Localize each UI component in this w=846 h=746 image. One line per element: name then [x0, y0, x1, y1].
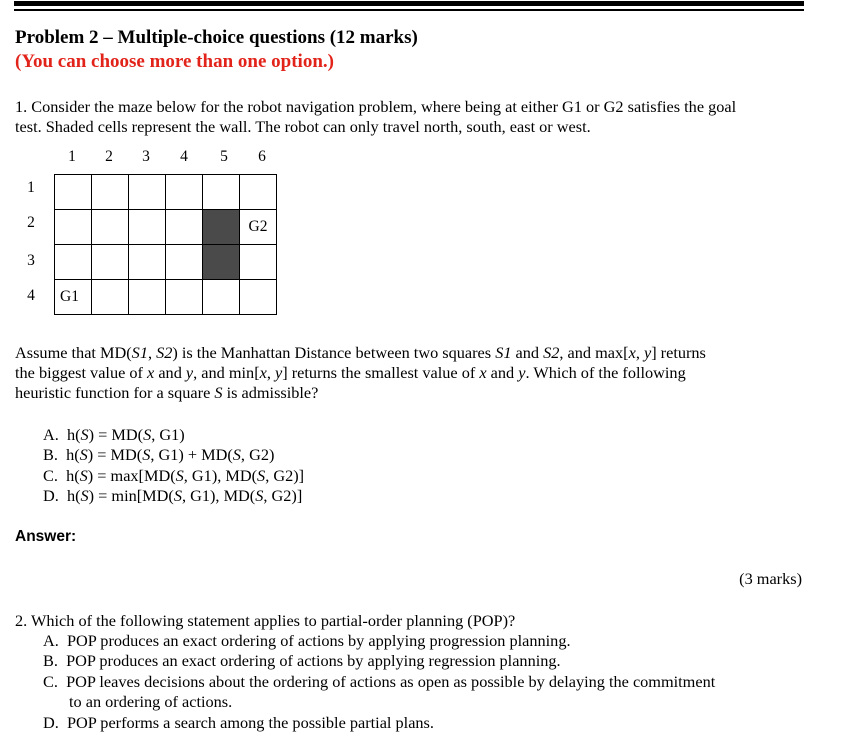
maze-row: [55, 245, 277, 280]
maze-row: [55, 280, 277, 315]
q1-option-b: B. h(S) = MD(S, G1) + MD(S, G2): [43, 445, 275, 464]
q1-para-line1: Assume that MD(S1, S2) is the Manhattan Distance between two squares S1 and S2, and max[x, y] returns: [15, 343, 706, 362]
maze-cell: [166, 280, 203, 315]
maze-cell-g2: G2: [240, 210, 277, 245]
maze-cell: [166, 210, 203, 245]
maze-cell: [129, 175, 166, 210]
q2-option-d: D. POP performs a search among the possible partial plans.: [43, 713, 434, 732]
maze-cell: [240, 175, 277, 210]
maze-cell: [240, 245, 277, 280]
maze-cell-g1: G1: [55, 280, 92, 315]
q1-para-line2: the biggest value of x and y, and min[x, y] returns the smallest value of x and y. Which of the following: [15, 363, 686, 382]
q2-option-a: A. POP produces an exact ordering of actions by applying progression planning.: [43, 631, 571, 650]
maze-cell: [166, 175, 203, 210]
maze-col-label: 6: [258, 148, 266, 165]
q2-option-b: B. POP produces an exact ordering of actions by applying regression planning.: [43, 651, 561, 670]
problem-subtitle: (You can choose more than one option.): [15, 51, 334, 72]
maze-cell: [166, 245, 203, 280]
q1-intro-line1: 1. Consider the maze below for the robot navigation problem, where being at either G1 or G2 satisfies the goal: [15, 97, 737, 116]
maze-wall-cell: [203, 245, 240, 280]
top-rule-thin: [14, 9, 804, 11]
maze-cell: [240, 280, 277, 315]
maze-cell: [129, 280, 166, 315]
maze-col-label: 3: [142, 148, 150, 165]
maze-cell: [129, 245, 166, 280]
maze-col-label: 5: [220, 148, 228, 165]
maze-cell: [55, 245, 92, 280]
q2-option-c: C. POP leaves decisions about the ordering of actions as open as possible by delaying the commitment: [43, 672, 716, 691]
maze-cell: [92, 175, 129, 210]
top-rule-thick: [14, 1, 804, 6]
maze-cell: [92, 245, 129, 280]
maze-cell: [92, 280, 129, 315]
maze-cell: [129, 210, 166, 245]
maze-cell: [55, 175, 92, 210]
maze-row: [55, 210, 277, 245]
problem-title: Problem 2 – Multiple-choice questions (12 marks): [15, 27, 418, 48]
marks-label: (3 marks): [739, 569, 802, 588]
maze-col-label: 2: [105, 148, 113, 165]
q1-option-c: C. h(S) = max[MD(S, G1), MD(S, G2)]: [43, 466, 305, 485]
q1-intro-line2: test. Shaded cells represent the wall. The robot can only travel north, south, east or west.: [15, 117, 591, 136]
maze-cell: [203, 280, 240, 315]
maze-row-label: 3: [27, 252, 35, 269]
q1-option-a: A. h(S) = MD(S, G1): [43, 425, 185, 444]
maze-col-label: 4: [180, 148, 188, 165]
maze-cell: [203, 175, 240, 210]
maze-row-label: 1: [27, 179, 35, 196]
answer-label: Answer:: [15, 528, 77, 545]
maze-grid: [54, 174, 277, 315]
maze-cell: [55, 210, 92, 245]
maze-cell: [92, 210, 129, 245]
maze-col-label: 1: [68, 148, 76, 165]
q2-option-c-cont: to an ordering of actions.: [69, 692, 233, 711]
q1-para-line3: heuristic function for a square S is admissible?: [15, 383, 319, 402]
q1-option-d: D. h(S) = min[MD(S, G1), MD(S, G2)]: [43, 486, 303, 505]
maze-row: [55, 175, 277, 210]
maze-row-label: 2: [27, 214, 35, 231]
maze-wall-cell: [203, 210, 240, 245]
q2-question: 2. Which of the following statement applies to partial-order planning (POP)?: [15, 611, 516, 630]
maze-row-label: 4: [27, 287, 35, 304]
